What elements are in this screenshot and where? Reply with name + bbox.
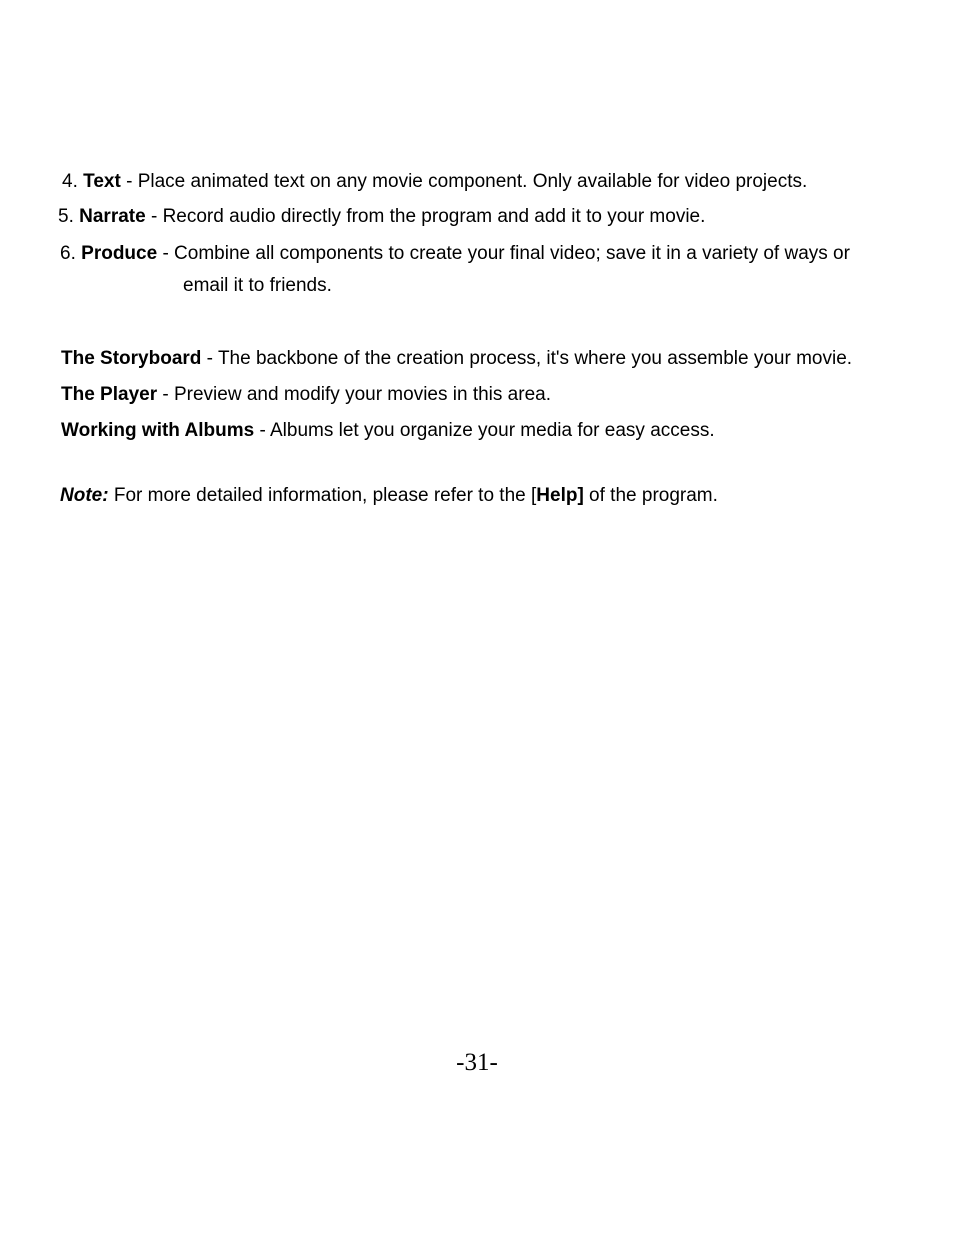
- list-description: - Record audio directly from the program and add it to your movie.: [145, 206, 706, 227]
- list-description: - Combine all components to create your final video; save it in a variety of ways or: [157, 243, 850, 264]
- list-number: 6.: [60, 243, 76, 264]
- list-term: Narrate: [79, 206, 146, 227]
- note-text-end: of the program.: [583, 485, 718, 506]
- list-term: Produce: [81, 243, 158, 264]
- list-number: 4.: [62, 171, 78, 192]
- section-term: The Player: [61, 384, 158, 405]
- list-item-text: [62, 170, 807, 194]
- list-description: - Place animated text on any movie component. Only available for video projects.: [120, 171, 808, 192]
- list-description-continued: email it to friends.: [183, 275, 332, 296]
- section-albums: [61, 419, 715, 443]
- list-number: 5.: [58, 206, 74, 227]
- list-term: Text: [83, 171, 121, 192]
- section-term: Working with Albums: [61, 420, 255, 441]
- list-item-produce-continuation: [183, 274, 332, 298]
- section-term: The Storyboard: [61, 348, 202, 369]
- section-storyboard: [61, 347, 852, 371]
- section-description: - The backbone of the creation process, it's where you assemble your movie.: [201, 348, 853, 369]
- note-label: Note:: [60, 485, 109, 506]
- list-item-produce: [60, 242, 850, 266]
- note-paragraph: [60, 484, 718, 508]
- page-number: -31-: [456, 1049, 498, 1076]
- list-item-narrate: [58, 205, 705, 229]
- note-help-term: Help]: [536, 485, 584, 506]
- section-player: [61, 383, 551, 407]
- section-description: - Albums let you organize your media for easy access.: [254, 420, 715, 441]
- section-description: - Preview and modify your movies in this area.: [157, 384, 551, 405]
- note-text: For more detailed information, please refer to the [: [108, 485, 537, 506]
